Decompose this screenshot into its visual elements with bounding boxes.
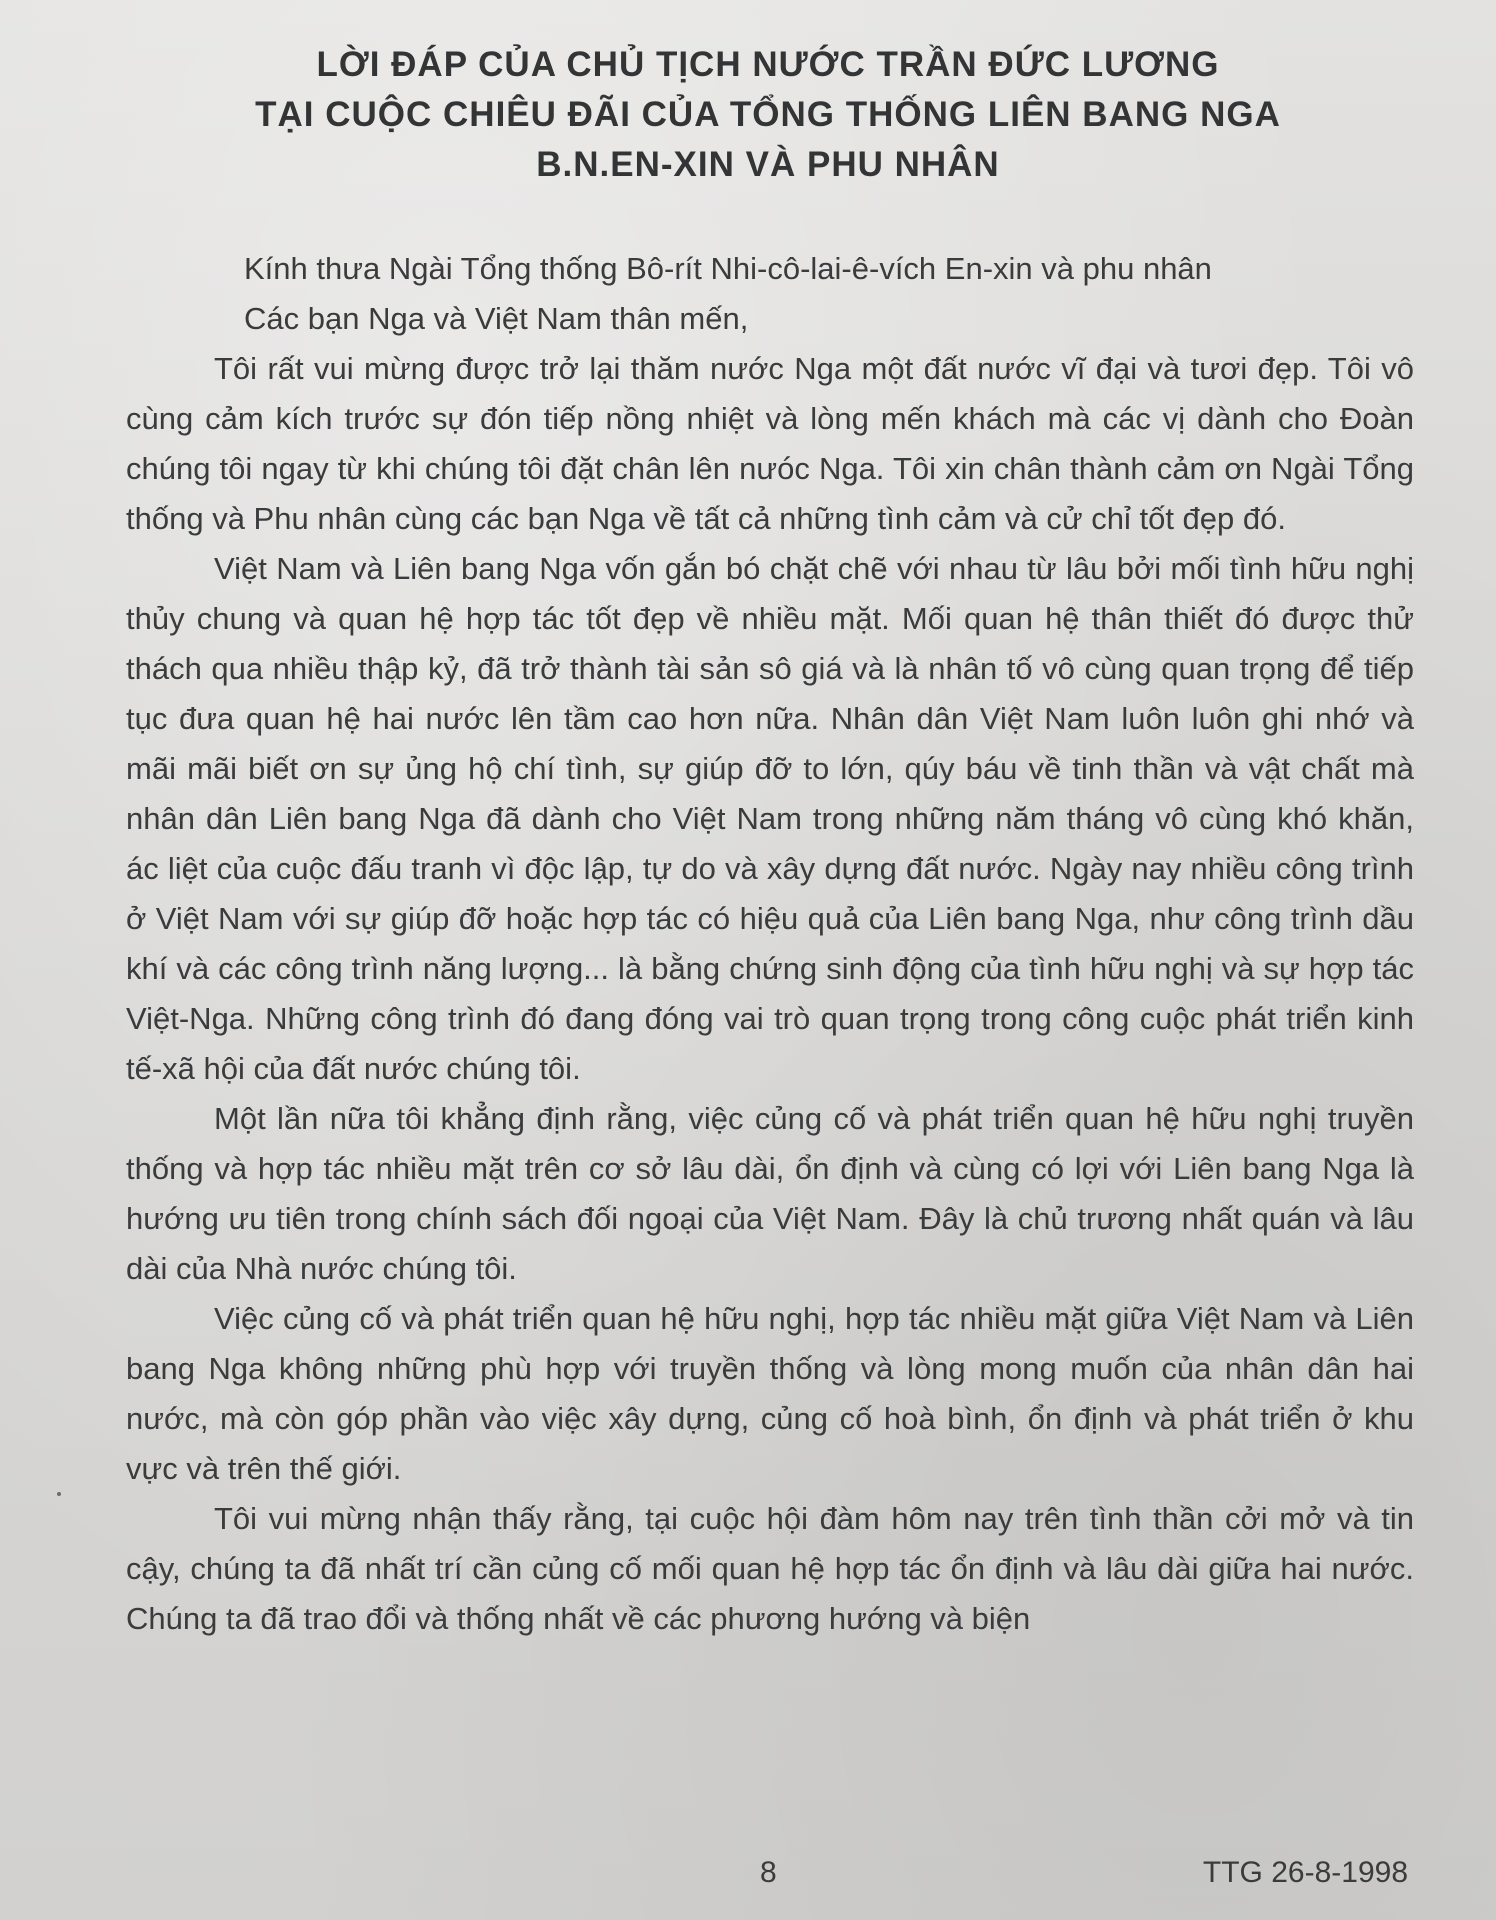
document-code: TTG 26-8-1998 <box>1202 1856 1408 1889</box>
salutation-line-1: Kính thưa Ngài Tổng thống Bô-rít Nhi-cô-lai-ê-vích En-xin và phu nhân <box>244 251 1212 286</box>
page-footer <box>0 1856 1496 1896</box>
paragraph-2: Việt Nam và Liên bang Nga vốn gắn bó chặt chẽ với nhau từ lâu bởi mối tình hữu nghị thủy chung và quan hệ hợp tác tốt đẹp về nhiều mặt. Mối quan hệ thân thiết đó được thử thách qua nhiều thập kỷ, đã trở thành tài sản sô giá và là nhân tố vô cùng quan trọng để tiếp tục đưa quan hệ hai nước lên tầm cao hơn nữa. Nhân dân Việt Nam luôn luôn ghi nhớ và mãi mãi biết ơn sự ủng hộ chí tình, sự giúp đỡ to lớn, qúy báu về tinh thần và vật chất mà nhân dân Liên bang Nga đã dành cho Việt Nam trong những năm tháng vô cùng khó khăn, ác liệt của cuộc đấu tranh vì độc lập, tự do và xây dựng đất nước. Ngày nay nhiều công trình ở Việt Nam với sự giúp đỡ hoặc hợp tác có hiệu quả của Liên bang Nga, như công trình dầu khí và các công trình năng lượng... là bằng chứng sinh động của tình hữu nghị và sự hợp tác Việt-Nga. Những công trình đó đang đóng vai trò quan trọng trong công cuộc phát triển kinh tế-xã hội của đất nước chúng tôi. <box>126 551 1414 1086</box>
title-line-1: LỜI ĐÁP CỦA CHỦ TỊCH NƯỚC TRẦN ĐỨC LƯƠNG <box>316 45 1220 84</box>
page-number: 8 <box>760 1856 777 1889</box>
salutation-line-2: Các bạn Nga và Việt Nam thân mến, <box>244 301 749 336</box>
paragraph-5: Tôi vui mừng nhận thấy rằng, tại cuộc hội đàm hôm nay trên tình thần cởi mở và tin cậy, chúng ta đã nhất trí cần củng cố mối quan hệ hợp tác ổn định và lâu dài giữa hai nước. Chúng ta đã trao đổi và thống nhất về các phương hướng và biện <box>126 1501 1414 1636</box>
paper-speck <box>57 1492 61 1496</box>
paragraph-3: Một lần nữa tôi khẳng định rằng, việc củng cố và phát triển quan hệ hữu nghị truyền thống và hợp tác nhiều mặt trên cơ sở lâu dài, ổn định và cùng có lợi với Liên bang Nga là hướng ưu tiên trong chính sách đối ngoại của Việt Nam. Đây là chủ trương nhất quán và lâu dài của Nhà nước chúng tôi. <box>126 1101 1414 1286</box>
document-title <box>120 40 1416 190</box>
paragraph-4: Việc củng cố và phát triển quan hệ hữu nghị, hợp tác nhiều mặt giữa Việt Nam và Liên bang Nga không những phù hợp với truyền thống và lòng mong muốn của nhân dân hai nước, mà còn góp phần vào việc xây dựng, củng cố hoà bình, ổn định và phát triển ở khu vực và trên thế giới. <box>126 1301 1414 1486</box>
document-body <box>126 244 1414 1644</box>
title-line-3: B.N.EN-XIN VÀ PHU NHÂN <box>536 145 1000 184</box>
title-line-2: TẠI CUỘC CHIÊU ĐÃI CỦA TỔNG THỐNG LIÊN BANG NGA <box>255 95 1281 134</box>
paragraph-1: Tôi rất vui mừng được trở lại thăm nước Nga một đất nước vĩ đại và tươi đẹp. Tôi vô cùng cảm kích trước sự đón tiếp nồng nhiệt và lòng mến khách mà các vị dành cho Đoàn chúng tôi ngay từ khi chúng tôi đặt chân lên nưóc Nga. Tôi xin chân thành cảm ơn Ngài Tổng thống và Phu nhân cùng các bạn Nga về tất cả những tình cảm và cử chỉ tốt đẹp đó. <box>126 351 1414 536</box>
